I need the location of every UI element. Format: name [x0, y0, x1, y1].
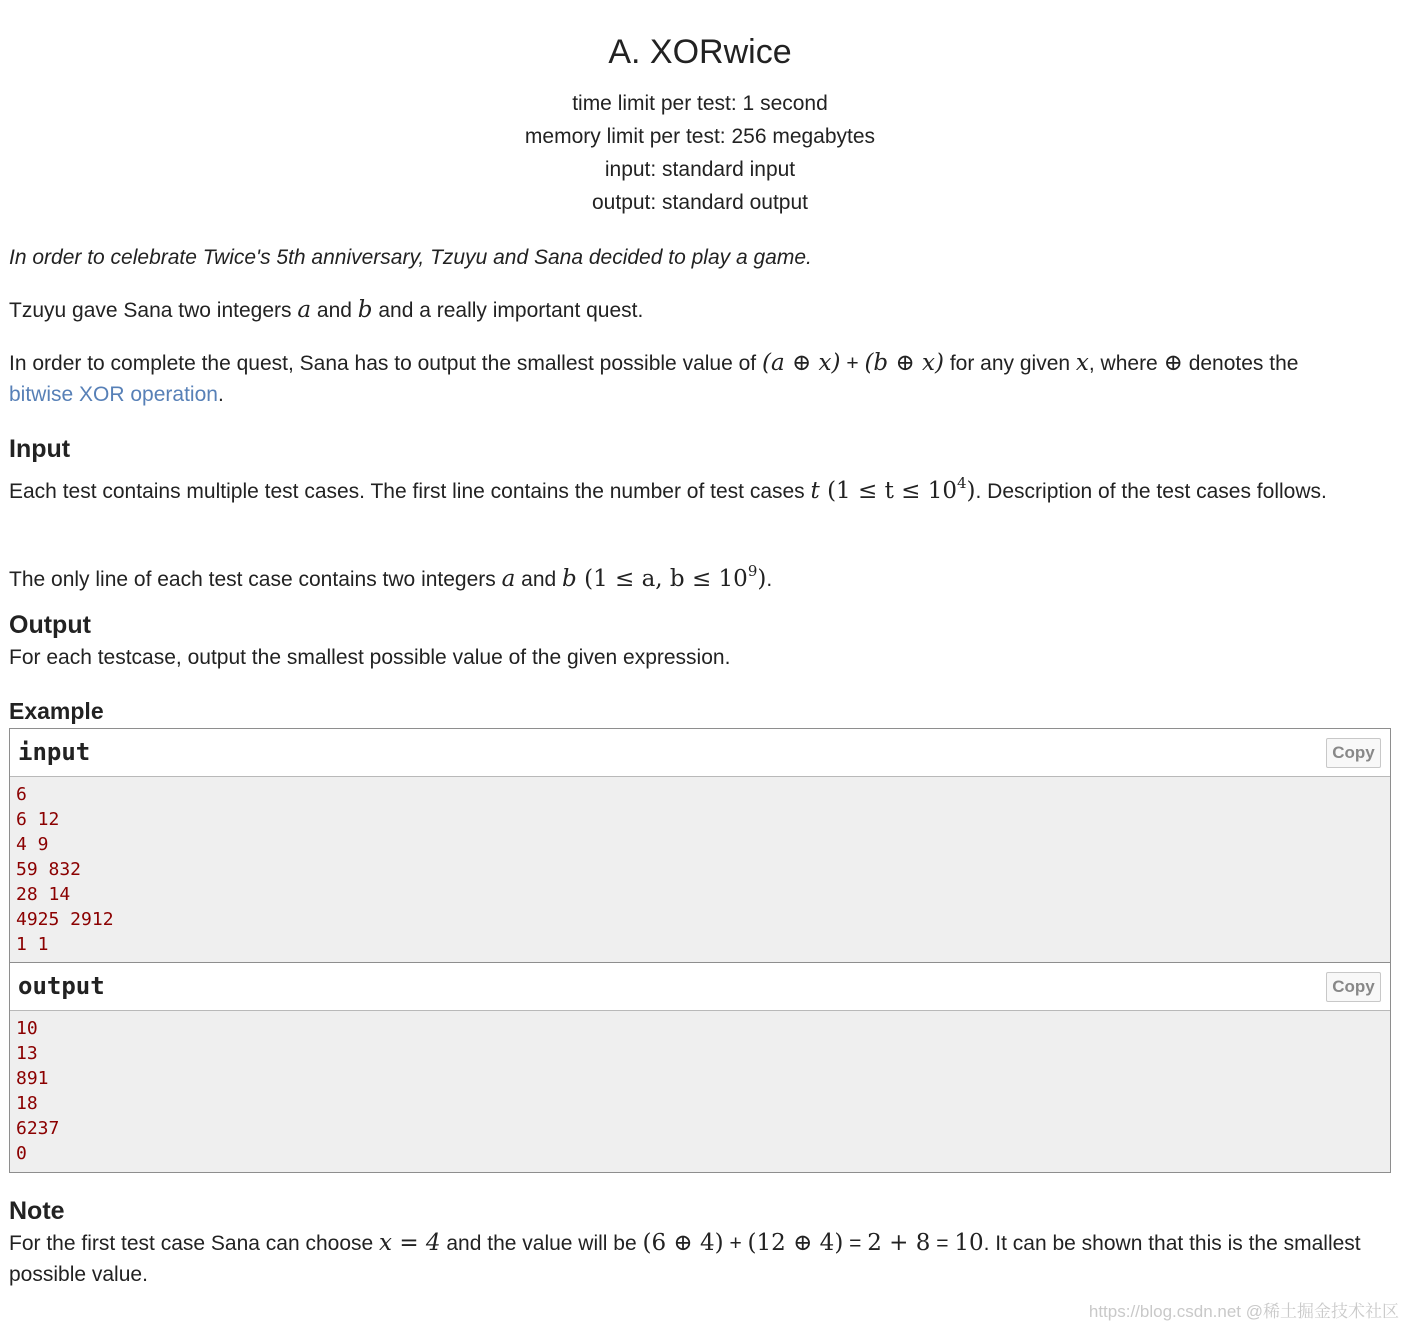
output-section-title: Output [9, 611, 91, 639]
input-section-title: Input [9, 435, 71, 463]
sample-input-header [10, 729, 1390, 777]
input-file: input: standard input [604, 158, 796, 181]
bitwise-xor-link[interactable]: bitwise XOR operation [9, 383, 218, 406]
text: Tzuyu gave Sana two integers [9, 299, 298, 322]
math-range: (1 ≤ a, b ≤ 10 [576, 566, 748, 592]
sample-input-line: 4 9 [16, 834, 49, 855]
legend-intro: In order to celebrate Twice's 5th anniversary, Tzuyu and Sana decided to play a game. [9, 246, 812, 269]
math-range-close: ) [966, 478, 976, 504]
legend-paragraph-3 [9, 348, 1394, 410]
text: and a really important quest. [372, 299, 644, 322]
text: + [723, 1232, 748, 1255]
sample-input-line: 6 [16, 784, 27, 805]
text: + [840, 352, 865, 375]
sample-input-content[interactable] [10, 777, 1390, 963]
sample-output-line: 18 [16, 1093, 38, 1114]
example-label: Example [9, 698, 104, 724]
math-var-x: x [1075, 350, 1089, 376]
text: The only line of each test case contains two integers [9, 568, 502, 591]
math-expr: (a ⊕ x) [761, 350, 841, 376]
sample-output-header [10, 963, 1390, 1011]
copy-output-button[interactable]: Copy [1326, 972, 1381, 1002]
copy-input-button[interactable]: Copy [1326, 738, 1381, 768]
text: = [843, 1232, 868, 1255]
math-expr: (6 ⊕ 4) [642, 1230, 724, 1256]
text: For the first test case Sana can choose [9, 1232, 380, 1255]
sample-input-line: 1 1 [16, 934, 49, 955]
math-expr: (12 ⊕ 4) [747, 1230, 844, 1256]
text: In order to complete the quest, Sana has to output the smallest possible value of [9, 352, 762, 375]
sample-output-box [9, 962, 1391, 1173]
math-expr: (b ⊕ x) [864, 350, 944, 376]
math-var-t: t [810, 478, 820, 504]
sample-input-line: 59 832 [16, 859, 82, 880]
note-text [9, 1228, 1394, 1290]
text: denotes the [1182, 352, 1299, 375]
text: . Description of the test cases follows. [975, 480, 1327, 503]
math-var-a: a [501, 566, 516, 592]
text: and the value will be [440, 1232, 643, 1255]
sample-output-line: 0 [16, 1143, 27, 1164]
sample-output-line: 10 [16, 1018, 38, 1039]
math-range: (1 ≤ t ≤ 10 [819, 478, 957, 504]
text: and [515, 568, 563, 591]
text: = [930, 1232, 955, 1255]
sample-input-line: 6 12 [16, 809, 60, 830]
text: . It can be shown that this is the smallest possible value. [9, 1232, 1361, 1286]
sample-output-line: 6237 [16, 1118, 60, 1139]
math-var-b: b [562, 566, 577, 592]
text: and [311, 299, 358, 322]
problem-title: A. XORwice [608, 33, 792, 71]
sample-output-label: output [18, 972, 105, 1000]
sample-output-line: 891 [16, 1068, 49, 1089]
output-description: For each testcase, output the smallest possible value of the given expression. [9, 646, 731, 669]
input-paragraph-1 [9, 468, 1394, 507]
sample-input-line: 28 14 [16, 884, 71, 905]
math-range-close: ) [757, 566, 767, 592]
math-eq: x = 4 [379, 1230, 441, 1256]
sample-output-line: 13 [16, 1043, 38, 1064]
sample-input-line: 4925 2912 [16, 909, 114, 930]
note-section-title: Note [9, 1197, 65, 1225]
math-sum: 2 + 8 [867, 1230, 931, 1256]
math-var-b: b [357, 297, 373, 323]
text: . [217, 383, 224, 406]
math-exponent: 9 [747, 562, 758, 580]
memory-limit: memory limit per test: 256 megabytes [524, 125, 876, 148]
watermark: https://blog.csdn.net @稀土掘金技术社区 [1088, 1302, 1399, 1321]
sample-input-box [9, 728, 1391, 964]
time-limit: time limit per test: 1 second [572, 92, 828, 115]
sample-output-content[interactable] [10, 1011, 1390, 1172]
text: for any given [943, 352, 1076, 375]
text: , where [1088, 352, 1164, 375]
math-var-a: a [297, 297, 312, 323]
text: Each test contains multiple test cases. The first line contains the number of test cases [9, 480, 811, 503]
output-file: output: standard output [592, 191, 808, 214]
sample-input-label: input [18, 738, 91, 766]
legend-paragraph-2 [9, 295, 1394, 326]
input-paragraph-2 [9, 556, 1394, 595]
text: . [766, 568, 773, 591]
math-result: 10 [954, 1230, 984, 1256]
math-exponent: 4 [956, 474, 967, 492]
xor-symbol: ⊕ [1163, 350, 1183, 376]
